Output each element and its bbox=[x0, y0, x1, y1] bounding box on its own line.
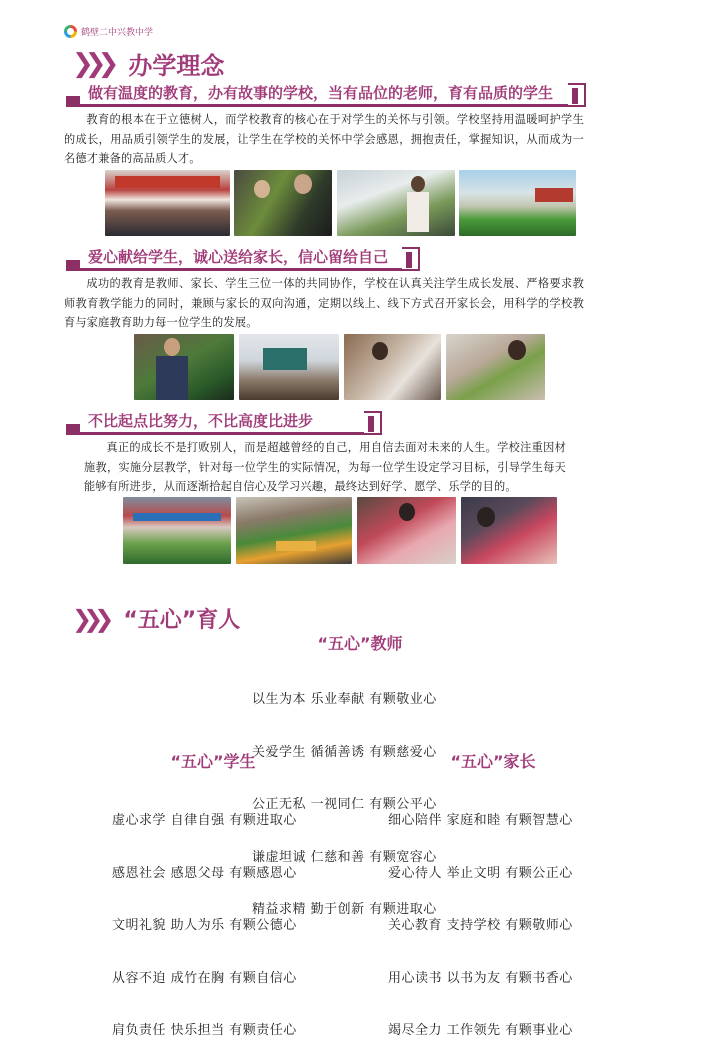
section-title-five-hearts bbox=[72, 603, 240, 634]
bracket-decoration bbox=[364, 411, 382, 435]
section-title-text: 办学理念 bbox=[128, 52, 225, 80]
brand-name: 鹤壁二中兴教中学 bbox=[81, 28, 154, 38]
chevrons-icon: ❯❯❯ bbox=[72, 48, 111, 79]
photo-award-ceremony bbox=[123, 497, 231, 564]
paragraph-2: 成功的教育是教师、家长、学生三位一体的共同协作，学校在认真关注学生成长发展、严格要求教师教育教学能力的同时，兼顾与家长的双向沟通，定期以线上、线下方式召开家长会，用科学的学校教育与家庭教育助力每一位学生的发展。 bbox=[64, 277, 584, 329]
teachers-line: 公正无私 一视同仁 有颗公平心 bbox=[252, 797, 437, 812]
photo-care bbox=[446, 334, 545, 400]
parents-line: 关心教育 支持学校 有颗敬师心 bbox=[388, 918, 573, 933]
banner-heading-text: 爱心献给学生，诚心送给家长，信心留给自己 bbox=[88, 248, 389, 266]
students-line: 感恩社会 感恩父母 有颗感恩心 bbox=[112, 865, 297, 881]
section-title-text: “五心”育人 bbox=[123, 608, 241, 633]
students-line: 肩负责任 快乐担当 有颗责任心 bbox=[112, 1023, 297, 1038]
photo-classroom bbox=[337, 170, 455, 236]
students-line: 虚心求学 自律自强 有颗进取心 bbox=[112, 813, 297, 828]
photo-calligraphy bbox=[357, 497, 456, 564]
teachers-line: 精益求精 勤于创新 有颗进取心 bbox=[252, 902, 437, 917]
photo-ceremony bbox=[105, 170, 230, 236]
photo-awards bbox=[236, 497, 352, 564]
photo-teacher-students bbox=[234, 170, 332, 236]
bracket-decoration bbox=[568, 83, 586, 107]
banner-heading-text: 做有温度的教育，办有故事的学校，当有品位的老师，育有品质的学生 bbox=[88, 84, 554, 102]
photo-online-meeting bbox=[239, 334, 339, 400]
parents-line: 爱心待人 举止文明 有颗公正心 bbox=[388, 865, 573, 881]
paragraph-1: 教育的根本在于立德树人，而学校教育的核心在于对学生的关怀与引领。学校坚持用温暖呵护学生的成长，用品质引领学生的发展，让学生在学校的关怀中学会感恩，拥抱责任，掌握知识，从而成为一名德才兼备的高品质人才。 bbox=[64, 113, 584, 165]
parents-line: 细心陪伴 家庭和睦 有颗智慧心 bbox=[388, 813, 573, 828]
parents-line: 竭尽全力 工作领先 有颗事业心 bbox=[388, 1023, 573, 1038]
brand bbox=[64, 25, 153, 38]
parents-line: 用心读书 以书为友 有颗书香心 bbox=[388, 970, 573, 986]
school-logo-icon bbox=[64, 25, 77, 38]
teachers-line: 关爱学生 循循善诱 有颗慈爱心 bbox=[252, 744, 437, 760]
parents-list bbox=[388, 777, 573, 1057]
banner-heading-2 bbox=[66, 247, 420, 271]
students-line: 文明礼貌 助人为乐 有颗公德心 bbox=[112, 918, 297, 933]
section-title-philosophy bbox=[72, 46, 224, 81]
photo-writing bbox=[461, 497, 557, 564]
chevrons-icon: ❯❯❯ bbox=[72, 604, 106, 633]
banner-heading-1 bbox=[66, 83, 586, 107]
students-list bbox=[112, 777, 297, 1057]
teachers-line: 谦虚坦诚 仁慈和善 有颗宽容心 bbox=[252, 849, 437, 865]
teachers-title: “五心”教师 bbox=[317, 634, 403, 653]
teachers-line: 以生为本 乐业奉献 有颗敬业心 bbox=[252, 692, 437, 707]
banner-heading-text: 不比起点比努力，不比高度比进步 bbox=[88, 412, 314, 430]
parents-title: “五心”家长 bbox=[450, 752, 536, 771]
bracket-decoration bbox=[402, 247, 420, 271]
photo-parent-meeting bbox=[134, 334, 234, 400]
banner-heading-3 bbox=[66, 411, 382, 435]
photo-assembly bbox=[459, 170, 576, 236]
students-line: 从容不迫 成竹在胸 有颗自信心 bbox=[112, 970, 297, 986]
paragraph-3: 真正的成长不是打败别人，而是超越曾经的自己，用自信去面对未来的人生。学校注重因材施教，实施分层教学，针对每一位学生的实际情况，为每一位学生设定学习目标，引导学生每天能够有所进步，从而逐渐拾起自信心及学习兴趣，最终达到好学、愿学、乐学的目的。 bbox=[84, 441, 566, 493]
students-title: “五心”学生 bbox=[170, 752, 256, 771]
photo-home-visit bbox=[344, 334, 441, 400]
